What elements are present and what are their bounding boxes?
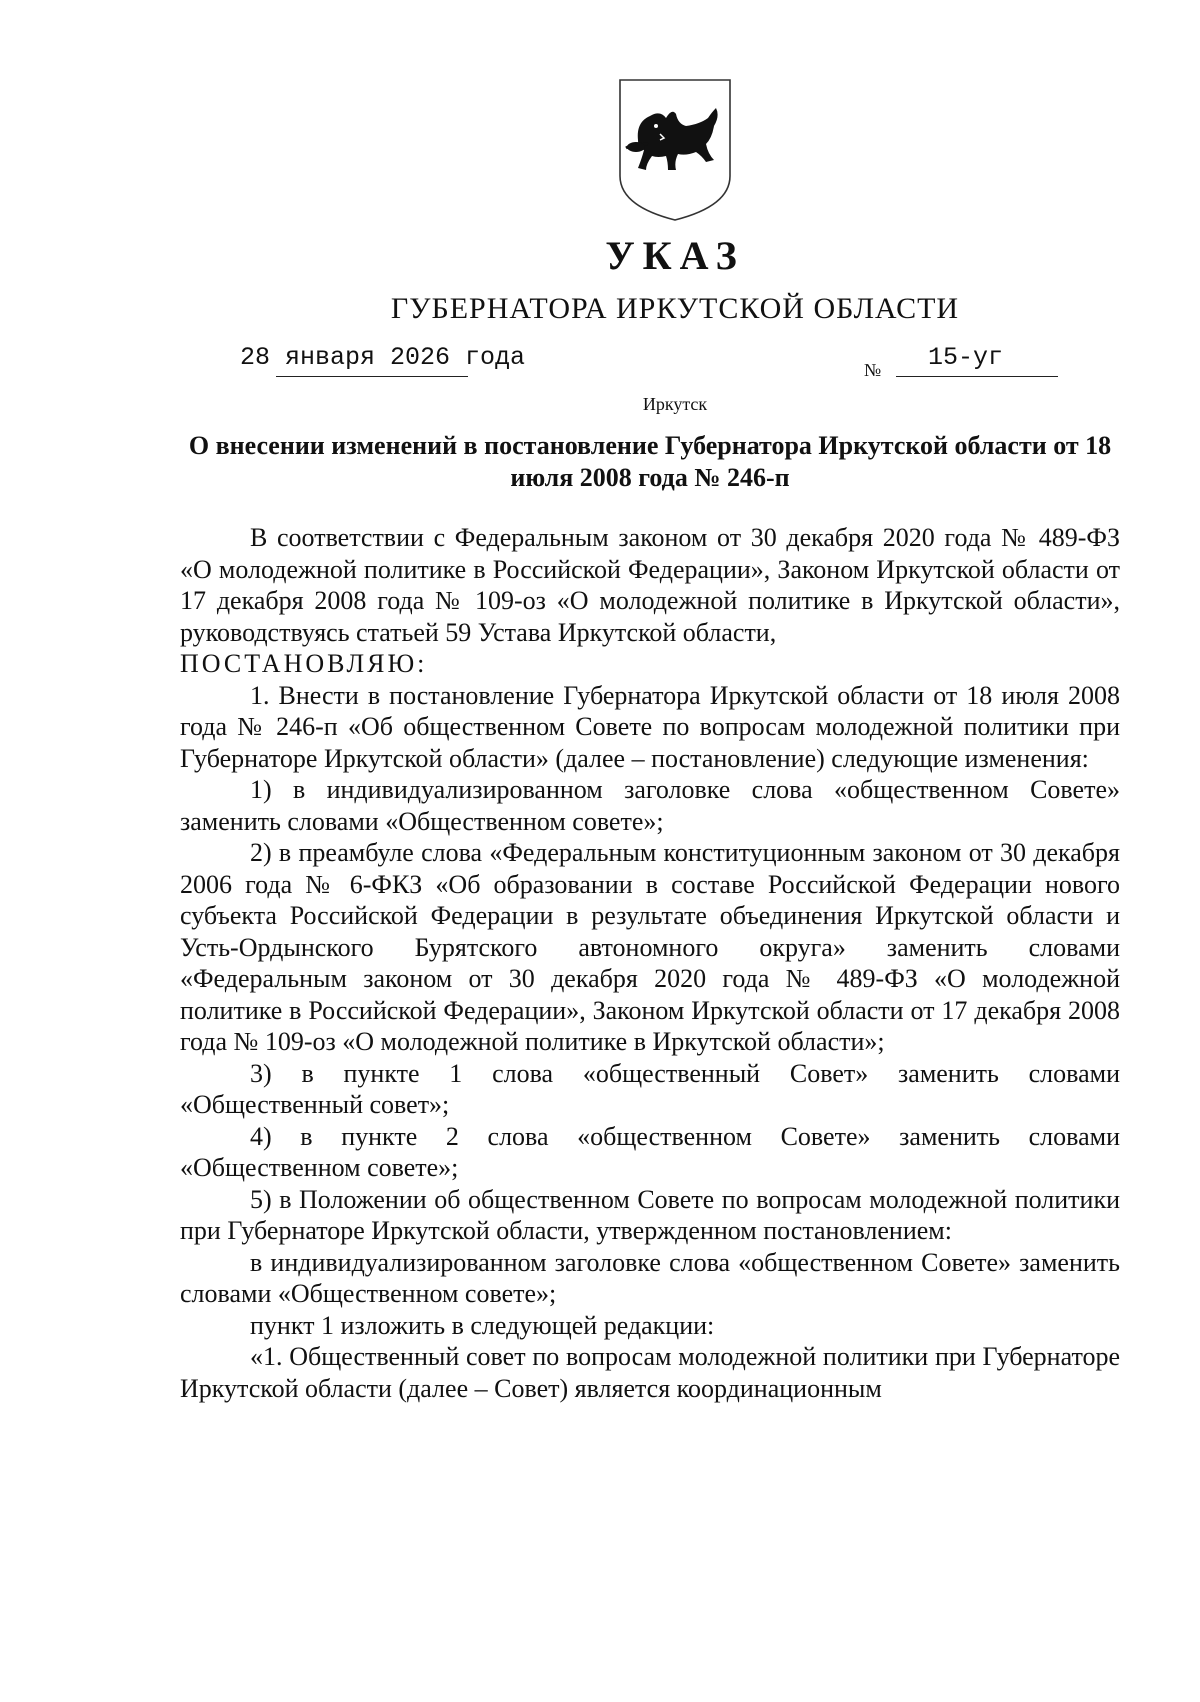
- document-subtitle: ГУБЕРНАТОРА ИРКУТСКОЙ ОБЛАСТИ: [390, 292, 960, 325]
- decree-word: ПОСТАНОВЛЯЮ:: [180, 649, 428, 678]
- preamble-paragraph: В соответствии с Федеральным законом от 30 декабря 2020 года № 489-ФЗ «О молодежной политике в Российской Федерации», Законом Иркутской области от 17 декабря 2008 года № 109-оз «О молодежной политике в Иркутской области», руководствуясь статьей 59 Устава Иркутской области,: [180, 523, 1120, 647]
- body-paragraph: 1. Внести в постановление Губернатора Иркутской области от 18 июля 2008 года № 246-п «Об общественном Совете по вопросам молодежной политики при Губернаторе Иркутской области» (далее – постановление) следующие изменения:: [180, 680, 1120, 773]
- body-paragraph: в индивидуализированном заголовке слова «общественном Совете» заменить словами «Общественном совете»;: [180, 1247, 1120, 1308]
- body-paragraph: 4) в пункте 2 слова «общественном Совете» заменить словами «Общественном совете»;: [180, 1121, 1120, 1182]
- document-city: Иркутск: [642, 394, 708, 414]
- body-paragraph: пункт 1 изложить в следующей редакции:: [250, 1310, 715, 1340]
- body-paragraph: 1) в индивидуализированном заголовке слова «общественном Совете» заменить словами «Общественном совете»;: [180, 775, 1120, 836]
- date-underline: [276, 376, 468, 377]
- document-heading: О внесении изменений в постановление Губернатора Иркутской области от 18 июля 2008 года № 246-п: [188, 431, 1112, 492]
- body-paragraph: 3) в пункте 1 слова «общественный Совет» заменить словами «Общественный совет»;: [180, 1058, 1120, 1119]
- body-paragraph: «1. Общественный совет по вопросам молодежной политики при Губернаторе Иркутской области (далее – Совет) является координационным: [180, 1342, 1120, 1403]
- body-paragraph: 5) в Положении об общественном Совете по вопросам молодежной политики при Губернаторе Иркутской области, утвержденном постановлением:: [180, 1184, 1120, 1245]
- coat-of-arms-icon: [616, 78, 734, 222]
- document-title: УКАЗ: [605, 233, 745, 278]
- document-number: 15-уг: [928, 343, 1004, 372]
- number-sign: №: [864, 360, 882, 380]
- number-underline: [896, 376, 1058, 377]
- body-paragraph: 2) в преамбуле слова «Федеральным конституционным законом от 30 декабря 2006 года № 6-ФКЗ «Об образовании в составе Российской Федерации нового субъекта Российской Федерации в результате объединения Иркутской области и Усть-Ордынского Бурятского автономного округа» заменить словами «Федеральным законом от 30 декабря 2020 года № 489-ФЗ «О молодежной политике в Российской Федерации», Законом Иркутской области от 17 декабря 2008 года № 109-оз «О молодежной политике в Иркутской области»;: [180, 838, 1120, 1056]
- document-date: 28 января 2026 года: [240, 343, 526, 372]
- document-body: [180, 522, 1120, 1404]
